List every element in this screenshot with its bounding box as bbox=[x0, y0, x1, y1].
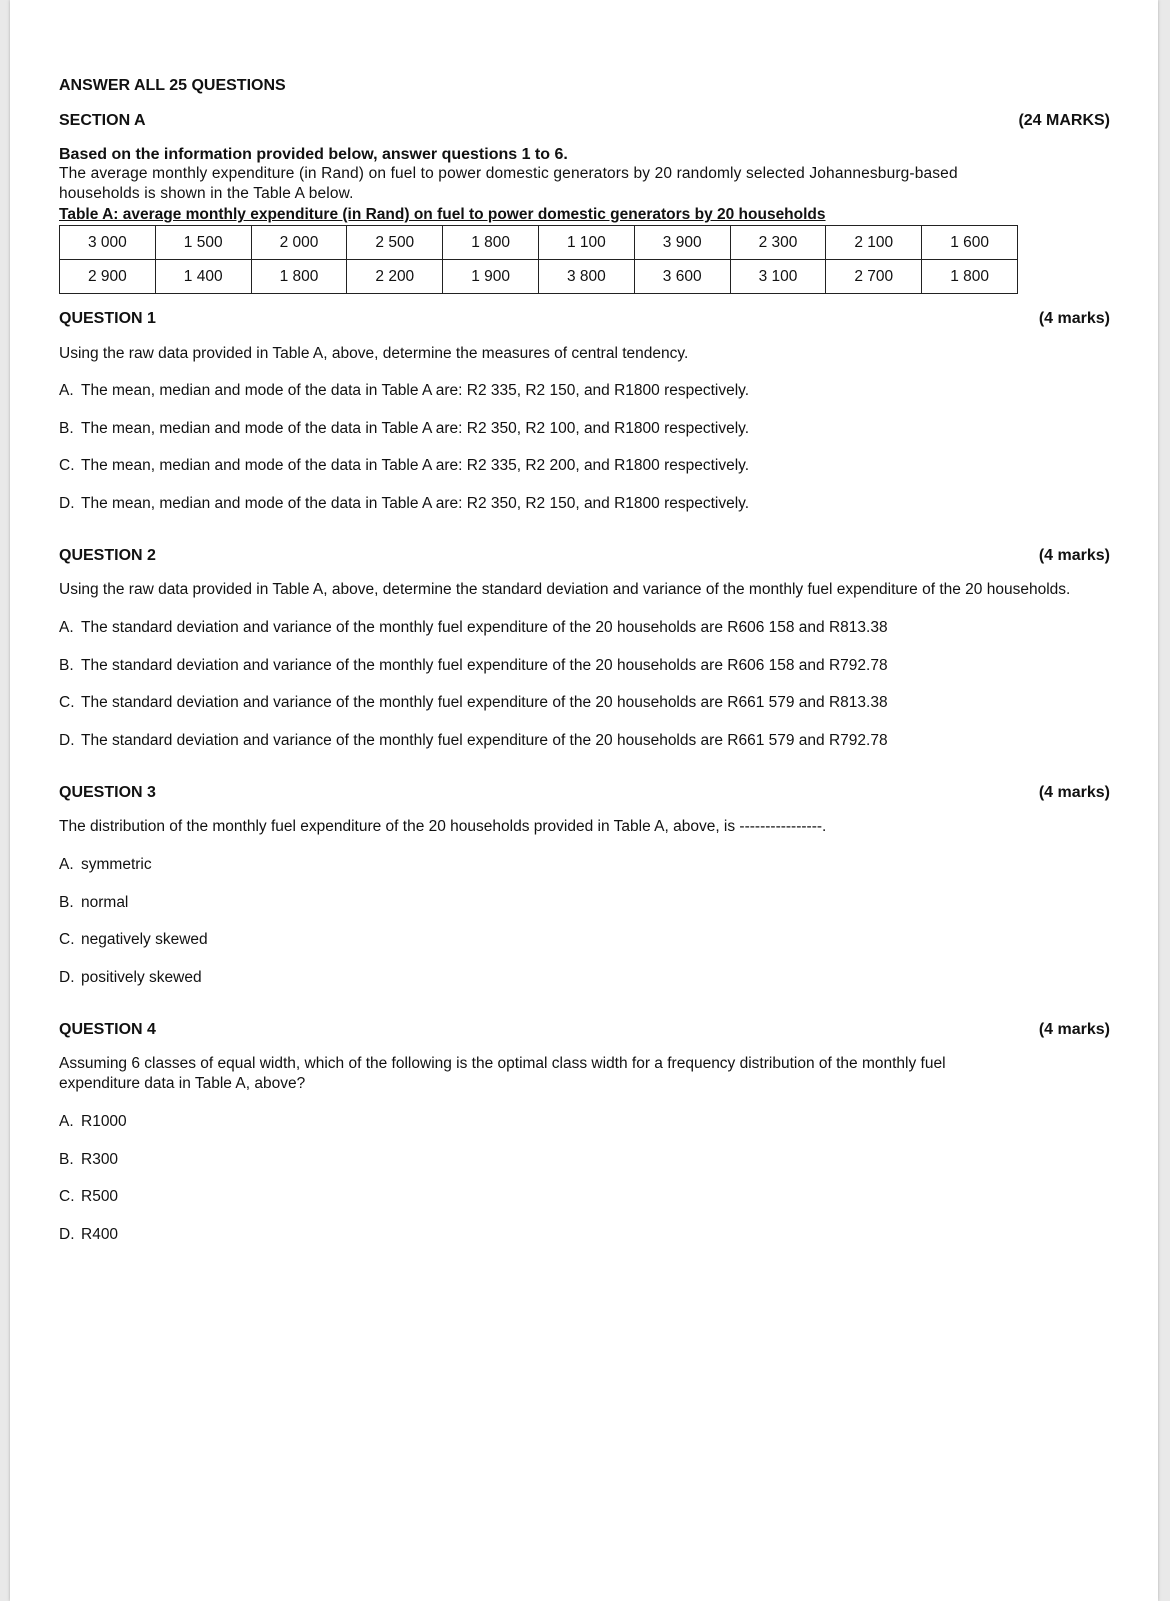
question-3-option-d[interactable] bbox=[59, 968, 202, 988]
table-cell: 1 800 bbox=[443, 226, 539, 260]
table-cell: 3 000 bbox=[60, 226, 156, 260]
table-cell: 3 100 bbox=[730, 260, 826, 294]
question-2-option-b[interactable] bbox=[59, 656, 888, 676]
instruction-heading: ANSWER ALL 25 QUESTIONS bbox=[59, 77, 286, 94]
question-4-marks: (4 marks) bbox=[1038, 1021, 1110, 1038]
option-text: The mean, median and mode of the data in Table A are: R2 335, R2 150, and R1800 respectively. bbox=[81, 382, 750, 399]
intro-lead: Based on the information provided below, answer questions 1 to 6. bbox=[59, 146, 568, 163]
option-letter: A. bbox=[59, 856, 74, 873]
option-text: symmetric bbox=[81, 856, 152, 873]
question-3-option-a[interactable] bbox=[59, 855, 152, 875]
option-letter: C. bbox=[59, 931, 75, 948]
option-letter: C. bbox=[59, 1188, 75, 1205]
table-cell: 3 800 bbox=[538, 260, 634, 294]
option-letter: D. bbox=[59, 495, 75, 512]
option-text: R400 bbox=[81, 1226, 119, 1243]
table-row bbox=[60, 226, 1018, 260]
question-2-option-a[interactable] bbox=[59, 618, 888, 638]
option-letter: A. bbox=[59, 1113, 74, 1130]
option-letter: D. bbox=[59, 1226, 75, 1243]
question-4-option-b[interactable] bbox=[59, 1150, 118, 1170]
table-cell: 2 200 bbox=[347, 260, 443, 294]
table-cell: 2 300 bbox=[730, 226, 826, 260]
option-letter: B. bbox=[59, 420, 74, 437]
option-text: The standard deviation and variance of the monthly fuel expenditure of the 20 households are R661 579 and R792.78 bbox=[81, 732, 888, 749]
option-text: negatively skewed bbox=[81, 931, 208, 948]
question-4-prompt: Assuming 6 classes of equal width, which of the following is the optimal class width for a frequency distribution of the monthly fuel expenditure data in Table A, above? bbox=[59, 1055, 946, 1092]
table-cell: 1 800 bbox=[922, 260, 1018, 294]
option-text: R500 bbox=[81, 1188, 119, 1205]
table-cell: 1 800 bbox=[251, 260, 347, 294]
question-3-option-b[interactable] bbox=[59, 893, 128, 913]
question-1-option-b[interactable] bbox=[59, 419, 749, 439]
option-text: The standard deviation and variance of the monthly fuel expenditure of the 20 households are R606 158 and R813.38 bbox=[81, 619, 888, 636]
option-letter: C. bbox=[59, 694, 75, 711]
option-letter: D. bbox=[59, 969, 75, 986]
table-cell: 3 600 bbox=[634, 260, 730, 294]
question-1-prompt: Using the raw data provided in Table A, above, determine the measures of central tendency. bbox=[59, 345, 689, 362]
exam-page bbox=[10, 0, 1158, 1601]
table-cell: 1 500 bbox=[155, 226, 251, 260]
table-cell: 2 500 bbox=[347, 226, 443, 260]
question-4-option-a[interactable] bbox=[59, 1112, 127, 1132]
question-4-option-d[interactable] bbox=[59, 1225, 118, 1245]
table-cell: 1 900 bbox=[443, 260, 539, 294]
table-a bbox=[59, 225, 1018, 294]
question-1-option-a[interactable] bbox=[59, 381, 749, 401]
option-text: The standard deviation and variance of the monthly fuel expenditure of the 20 households are R661 579 and R813.38 bbox=[81, 694, 888, 711]
table-cell: 1 600 bbox=[922, 226, 1018, 260]
table-cell: 1 400 bbox=[155, 260, 251, 294]
section-title: SECTION A bbox=[59, 112, 146, 129]
table-cell: 2 000 bbox=[251, 226, 347, 260]
question-3-option-c[interactable] bbox=[59, 930, 208, 950]
intro-description: The average monthly expenditure (in Rand) on fuel to power domestic generators by 20 randomly selected Johannesburg-based households is shown in the Table A below. bbox=[59, 165, 958, 202]
table-title: Table A: average monthly expenditure (in Rand) on fuel to power domestic generators by 20 households bbox=[59, 206, 826, 223]
question-1-option-d[interactable] bbox=[59, 494, 749, 514]
option-text: R300 bbox=[81, 1151, 119, 1168]
question-1-option-c[interactable] bbox=[59, 456, 749, 476]
question-2-title: QUESTION 2 bbox=[59, 547, 156, 564]
question-2-marks: (4 marks) bbox=[1038, 547, 1110, 564]
section-marks: (24 MARKS) bbox=[1018, 112, 1110, 129]
question-1-marks: (4 marks) bbox=[1038, 310, 1110, 327]
option-text: normal bbox=[81, 894, 129, 911]
option-text: R1000 bbox=[81, 1113, 127, 1130]
option-letter: B. bbox=[59, 894, 74, 911]
option-letter: D. bbox=[59, 732, 75, 749]
question-3-prompt: The distribution of the monthly fuel expenditure of the 20 households provided in Table A, above, is ----------------. bbox=[59, 818, 827, 835]
option-text: The mean, median and mode of the data in Table A are: R2 350, R2 100, and R1800 respectively. bbox=[81, 420, 750, 437]
option-letter: B. bbox=[59, 1151, 74, 1168]
option-letter: A. bbox=[59, 619, 74, 636]
table-cell: 2 100 bbox=[826, 226, 922, 260]
question-2-prompt: Using the raw data provided in Table A, above, determine the standard deviation and variance of the monthly fuel expenditure of the 20 households. bbox=[59, 581, 1071, 598]
question-2-option-c[interactable] bbox=[59, 693, 888, 713]
table-row bbox=[60, 260, 1018, 294]
question-4-option-c[interactable] bbox=[59, 1187, 118, 1207]
option-text: The mean, median and mode of the data in Table A are: R2 335, R2 200, and R1800 respectively. bbox=[81, 457, 750, 474]
option-letter: A. bbox=[59, 382, 74, 399]
table-cell: 2 700 bbox=[826, 260, 922, 294]
table-cell: 2 900 bbox=[60, 260, 156, 294]
option-text: positively skewed bbox=[81, 969, 202, 986]
question-4-title: QUESTION 4 bbox=[59, 1021, 156, 1038]
table-cell: 3 900 bbox=[634, 226, 730, 260]
option-text: The standard deviation and variance of the monthly fuel expenditure of the 20 households are R606 158 and R792.78 bbox=[81, 657, 888, 674]
question-3-title: QUESTION 3 bbox=[59, 784, 156, 801]
option-text: The mean, median and mode of the data in Table A are: R2 350, R2 150, and R1800 respectively. bbox=[81, 495, 750, 512]
question-2-option-d[interactable] bbox=[59, 731, 888, 751]
option-letter: C. bbox=[59, 457, 75, 474]
question-3-marks: (4 marks) bbox=[1038, 784, 1110, 801]
option-letter: B. bbox=[59, 657, 74, 674]
question-1-title: QUESTION 1 bbox=[59, 310, 156, 327]
table-cell: 1 100 bbox=[538, 226, 634, 260]
